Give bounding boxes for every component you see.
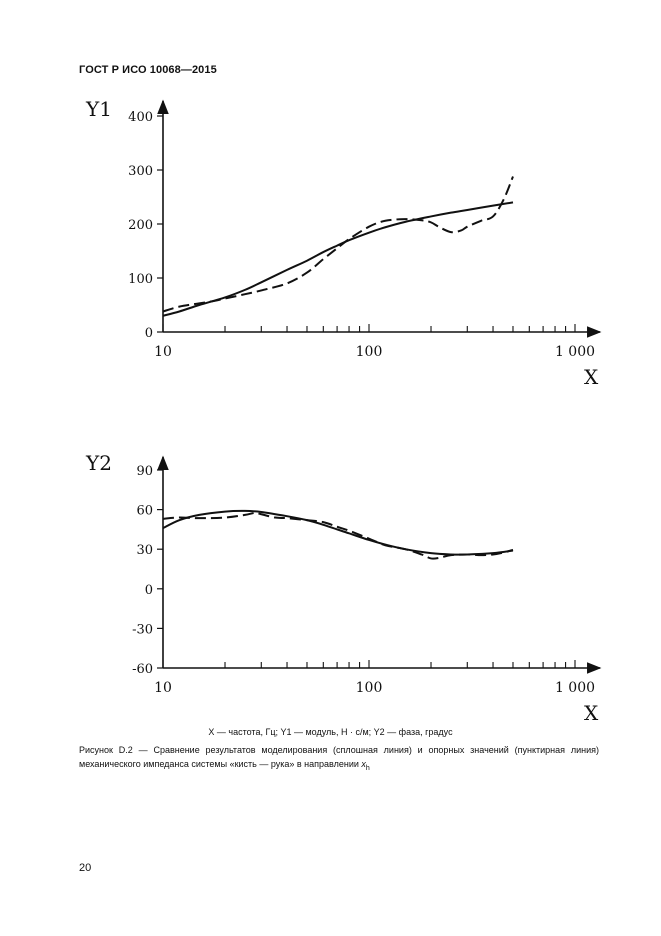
figure-caption-text: Рисунок D.2 — Сравнение результатов моделирования (сплошная линия) и опорных значений (пунктирная линия) механического импеданса системы «кисть — рука» в направлении xyxy=(79,745,599,769)
y2-tick-label: 60 xyxy=(136,503,153,519)
page-number: 20 xyxy=(79,862,92,874)
chart-y2-phase xyxy=(0,445,661,725)
y1-model-solid-line xyxy=(163,202,513,315)
document-header: ГОСТ Р ИСО 10068—2015 xyxy=(79,64,217,76)
x-tick-label: 1 000 xyxy=(554,344,596,360)
y2-tick-label: 90 xyxy=(136,464,153,479)
y1-axis-label: Y1 xyxy=(86,97,112,121)
figure-caption-subscript: h xyxy=(365,764,370,772)
x-tick-label: 100 xyxy=(355,344,383,360)
chart-y1-modulus xyxy=(0,90,661,390)
x-tick-label: 10 xyxy=(154,680,172,696)
y2-tick-label: -30 xyxy=(132,622,153,638)
y2-tick-label: -60 xyxy=(132,662,153,677)
y1-reference-dashed-line xyxy=(163,176,513,311)
y1-tick-label: 300 xyxy=(128,164,153,179)
figure-caption-variable: x xyxy=(361,759,366,769)
axis-legend-caption: X — частота, Гц; Y1 — модуль, Н · с/м; Y2 — фаза, градус xyxy=(208,727,453,737)
figure-caption xyxy=(79,743,599,776)
x-tick-label: 100 xyxy=(355,680,383,696)
x-axis-label: X xyxy=(584,365,599,389)
y2-tick-label: 0 xyxy=(144,582,153,598)
y1-tick-label: 200 xyxy=(128,218,153,233)
x-tick-label: 10 xyxy=(154,344,172,360)
y2-tick-label: 30 xyxy=(136,543,153,559)
y1-tick-label: 100 xyxy=(128,272,153,287)
y1-tick-label: 400 xyxy=(128,110,153,125)
y1-tick-label: 0 xyxy=(144,326,153,341)
y2-reference-dashed-line xyxy=(163,513,513,559)
x-axis-label: X xyxy=(584,701,599,725)
y2-axis-label: Y2 xyxy=(86,451,112,475)
x-tick-label: 1 000 xyxy=(554,680,596,696)
